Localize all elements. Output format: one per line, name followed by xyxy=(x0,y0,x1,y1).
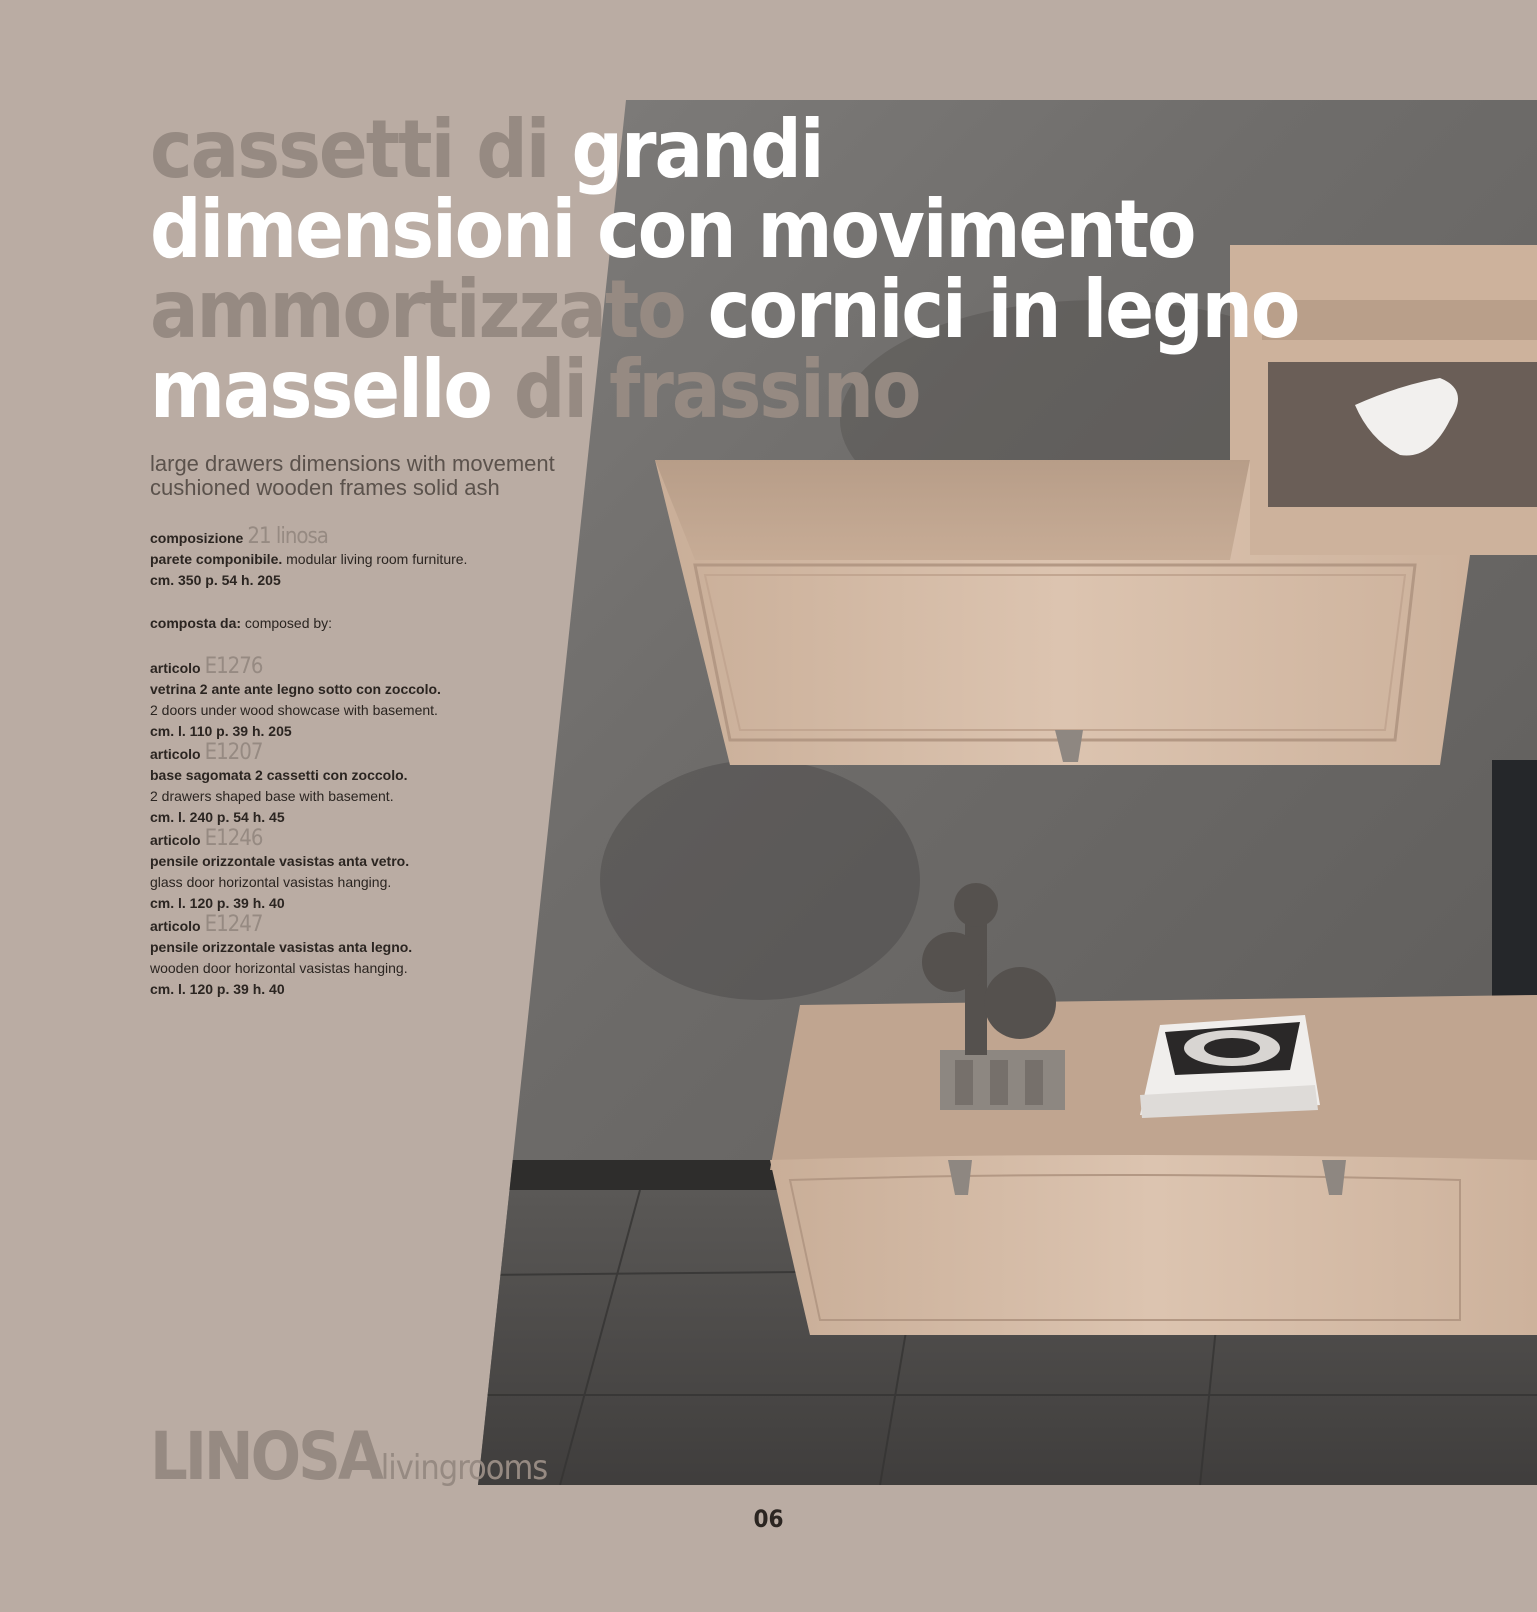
article-dimensions: cm. l. 120 p. 39 h. 40 xyxy=(150,981,285,997)
composed-by-it: composta da: xyxy=(150,615,242,631)
headline xyxy=(150,103,1299,436)
headline-line-1 xyxy=(150,103,1298,196)
composition-code: 21 linosa xyxy=(247,524,328,549)
article-dimensions: cm. l. 120 p. 39 h. 40 xyxy=(150,895,285,911)
article-desc-it: base sagomata 2 cassetti con zoccolo. xyxy=(150,767,408,783)
brand-name: LINOSA xyxy=(150,1418,381,1495)
subtitle-line: cushioned wooden frames solid ash xyxy=(150,475,500,500)
article-label: articolo xyxy=(150,832,201,848)
article-desc-it: vetrina 2 ante ante legno sotto con zoccolo. xyxy=(150,681,441,697)
article-desc-en: wooden door horizontal vasistas hanging. xyxy=(150,960,408,976)
article-heading xyxy=(150,914,570,937)
headline-line-3 xyxy=(150,263,1299,356)
headline-segment: cassetti di xyxy=(150,103,572,196)
headline-segment: dimensioni con movimento xyxy=(150,183,1195,276)
article-desc-en: 2 doors under wood showcase with basement. xyxy=(150,702,438,718)
article-label: articolo xyxy=(150,918,201,934)
headline-segment: cornici in legno xyxy=(707,263,1299,356)
headline-segment: massello xyxy=(150,343,514,436)
article-desc-en: glass door horizontal vasistas hanging. xyxy=(150,874,392,890)
brand-suffix: livingrooms xyxy=(380,1448,548,1488)
article-heading xyxy=(150,742,570,765)
article-code: E1247 xyxy=(204,912,263,937)
headline-segment: ammortizzato xyxy=(150,263,708,356)
composition-type-it: parete componibile. xyxy=(150,551,283,567)
article-desc-en: 2 drawers shaped base with basement. xyxy=(150,788,394,804)
article-code: E1276 xyxy=(204,654,263,679)
article-item xyxy=(150,742,570,828)
headline-segment: di frassino xyxy=(513,343,920,436)
page-number: 06 xyxy=(753,1505,784,1533)
composed-by xyxy=(150,613,570,634)
article-code: E1207 xyxy=(204,740,263,765)
headline-segment: grandi xyxy=(571,103,823,196)
composition-specs xyxy=(150,526,570,1000)
composition-type xyxy=(150,549,570,570)
brand-logo xyxy=(150,1418,547,1495)
composition-dimensions: cm. 350 p. 54 h. 205 xyxy=(150,572,281,588)
subtitle-line: large drawers dimensions with movement xyxy=(150,451,555,476)
article-heading xyxy=(150,828,570,851)
english-subtitle xyxy=(150,452,555,500)
article-label: articolo xyxy=(150,746,201,762)
article-desc-it: pensile orizzontale vasistas anta legno. xyxy=(150,939,413,955)
article-item xyxy=(150,656,570,742)
article-dimensions: cm. l. 110 p. 39 h. 205 xyxy=(150,723,292,739)
article-code: E1246 xyxy=(204,826,263,851)
composed-by-en: composed by: xyxy=(244,615,333,631)
article-item xyxy=(150,914,570,1000)
article-desc-it: pensile orizzontale vasistas anta vetro. xyxy=(150,853,410,869)
headline-line-4 xyxy=(150,343,1298,436)
article-heading xyxy=(150,656,570,679)
composition-label: composizione xyxy=(150,530,244,546)
article-item xyxy=(150,828,570,914)
headline-line-2 xyxy=(150,183,1298,276)
composition-type-en: modular living room furniture. xyxy=(286,551,468,567)
article-dimensions: cm. l. 240 p. 54 h. 45 xyxy=(150,809,285,825)
article-label: articolo xyxy=(150,660,201,676)
composition-heading xyxy=(150,526,570,549)
